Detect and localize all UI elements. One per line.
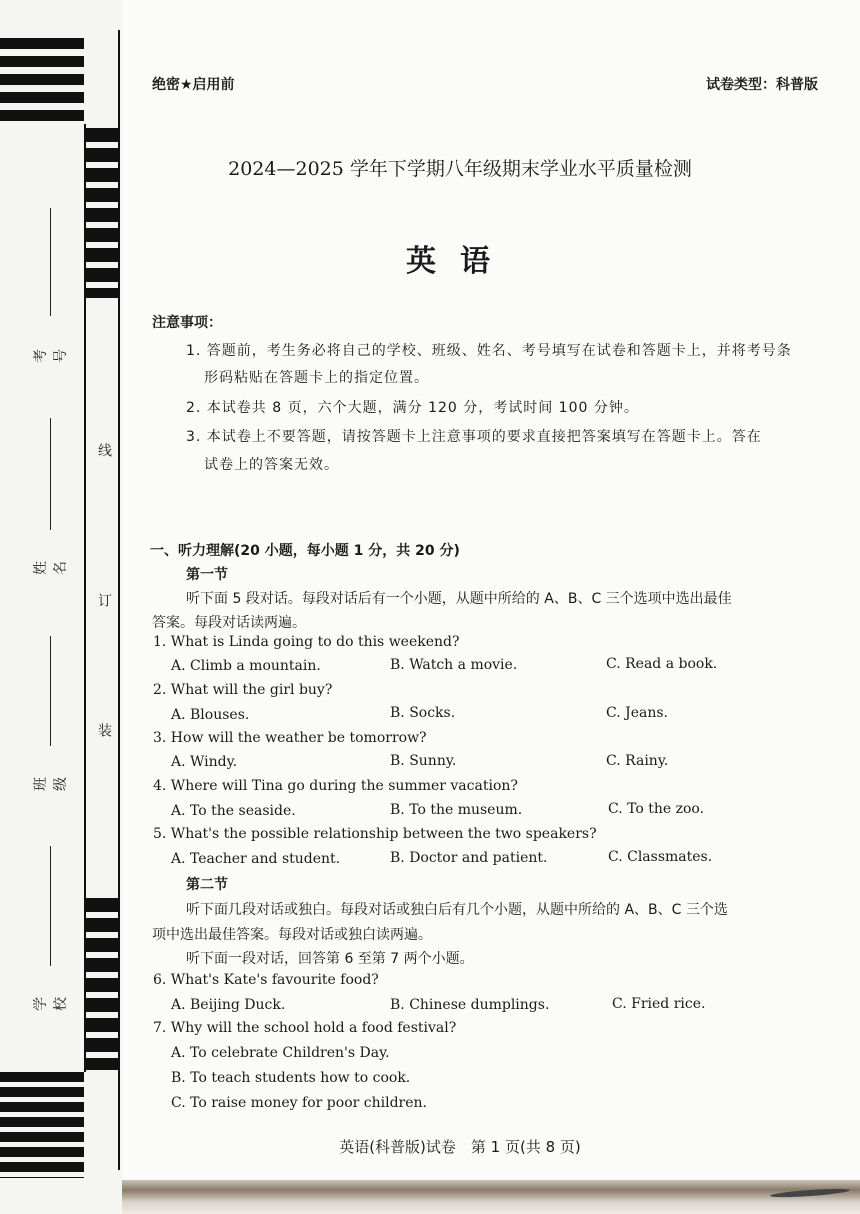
q3-option-a: A. Windy. [171,754,238,770]
q3-option-c: C. Rainy. [606,753,669,769]
field-line-name [50,418,51,530]
q3-option-b: B. Sunny. [390,753,457,769]
q7-option-c: C. To raise money for poor children. [171,1095,427,1111]
question-6: 6. What's Kate's favourite food? [153,972,379,988]
note-3-line-2: 试卷上的答案无效。 [204,457,339,473]
tick-marks-bottom [86,898,118,1070]
black-bars-bottom [0,1072,84,1178]
seal-word-bind: 订 [94,590,114,610]
black-bars-top [0,38,84,124]
q6-option-a: A. Beijing Duck. [171,997,286,1013]
tick-marks-top [86,128,118,298]
q2-option-b: B. Socks. [390,705,456,721]
question-4: 4. Where will Tina go during the summer vacation? [153,778,518,794]
question-5: 5. What's the possible relationship between the two speakers? [153,826,597,842]
q6-option-b: B. Chinese dumplings. [390,997,550,1013]
field-line-school [50,846,51,966]
q7-option-a: A. To celebrate Children's Day. [171,1045,390,1061]
q4-option-b: B. To the museum. [390,802,523,818]
section1-instruction-2: 答案。每段对话读两遍。 [152,615,306,631]
page-footer: 英语(科普版)试卷 第 1 页(共 8 页) [339,1138,581,1156]
question-1: 1. What is Linda going to do this weekend? [153,634,460,650]
exam-title: 2024—2025 学年下学期八年级期末学业水平质量检测 [228,158,692,180]
q4-option-c: C. To the zoo. [608,801,705,817]
field-line-exam-no [50,208,51,316]
notes-heading: 注意事项： [152,315,222,331]
note-1-line-1: 1. 答题前，考生务必将自己的学校、班级、姓名、考号填写在试卷和答题卡上，并将考号条 [186,343,792,359]
q2-option-a: A. Blouses. [171,707,250,723]
q5-option-a: A. Teacher and student. [171,851,341,867]
field-line-class [50,636,51,746]
question-2: 2. What will the girl buy? [153,682,333,698]
q5-option-b: B. Doctor and patient. [390,850,548,866]
section2-instruction-2: 项中选出最佳答案。每段对话或独白读两遍。 [152,927,432,943]
note-3-line-1: 3. 本试卷上不要答题，请按答题卡上注意事项的要求直接把答案填写在答题卡上。答在 [186,429,762,445]
q6-option-c: C. Fried rice. [612,996,706,1012]
field-label-name: 姓名 [33,561,69,575]
section2-instruction-3: 听下面一段对话，回答第 6 至第 7 两个小题。 [186,951,474,967]
binding-margin [0,0,122,1214]
q7-option-b: B. To teach students how to cook. [171,1070,411,1086]
page-bottom-edge [122,1180,860,1214]
seal-word-line: 线 [94,440,114,460]
q5-option-c: C. Classmates. [608,849,713,865]
field-label-school: 学校 [33,997,69,1011]
paper-type: 试卷类型：科普版 [706,77,818,93]
inner-binding-line [118,30,120,1170]
confidential-mark: 绝密★启用前 [152,77,235,93]
q2-option-c: C. Jeans. [606,705,669,721]
q1-option-b: B. Watch a movie. [390,657,518,673]
part1-heading: 一、听力理解(20 小题，每小题 1 分，共 20 分) [150,543,460,559]
note-1-line-2: 形码粘贴在答题卡上的指定位置。 [204,370,429,386]
question-7: 7. Why will the school hold a food festival? [153,1020,457,1036]
q1-option-a: A. Climb a mountain. [171,658,321,674]
field-label-exam-no: 考号 [33,349,69,363]
section2-instruction-1: 听下面几段对话或独白。每段对话或独白后有几个小题，从题中所给的 A、B、C 三个选 [186,902,728,918]
section1-heading: 第一节 [186,567,228,583]
field-label-class: 班级 [33,777,69,791]
q1-option-c: C. Read a book. [606,656,718,672]
subject-title: 英语 [406,244,514,279]
note-2: 2. 本试卷共 8 页，六个大题，满分 120 分，考试时间 100 分钟。 [186,400,639,416]
q4-option-a: A. To the seaside. [171,803,296,819]
section1-instruction-1: 听下面 5 段对话。每段对话后有一个小题，从题中所给的 A、B、C 三个选项中选出最佳 [186,591,732,607]
seal-word-fix: 装 [94,720,114,740]
question-3: 3. How will the weather be tomorrow? [153,730,427,746]
section2-heading: 第二节 [186,877,228,893]
